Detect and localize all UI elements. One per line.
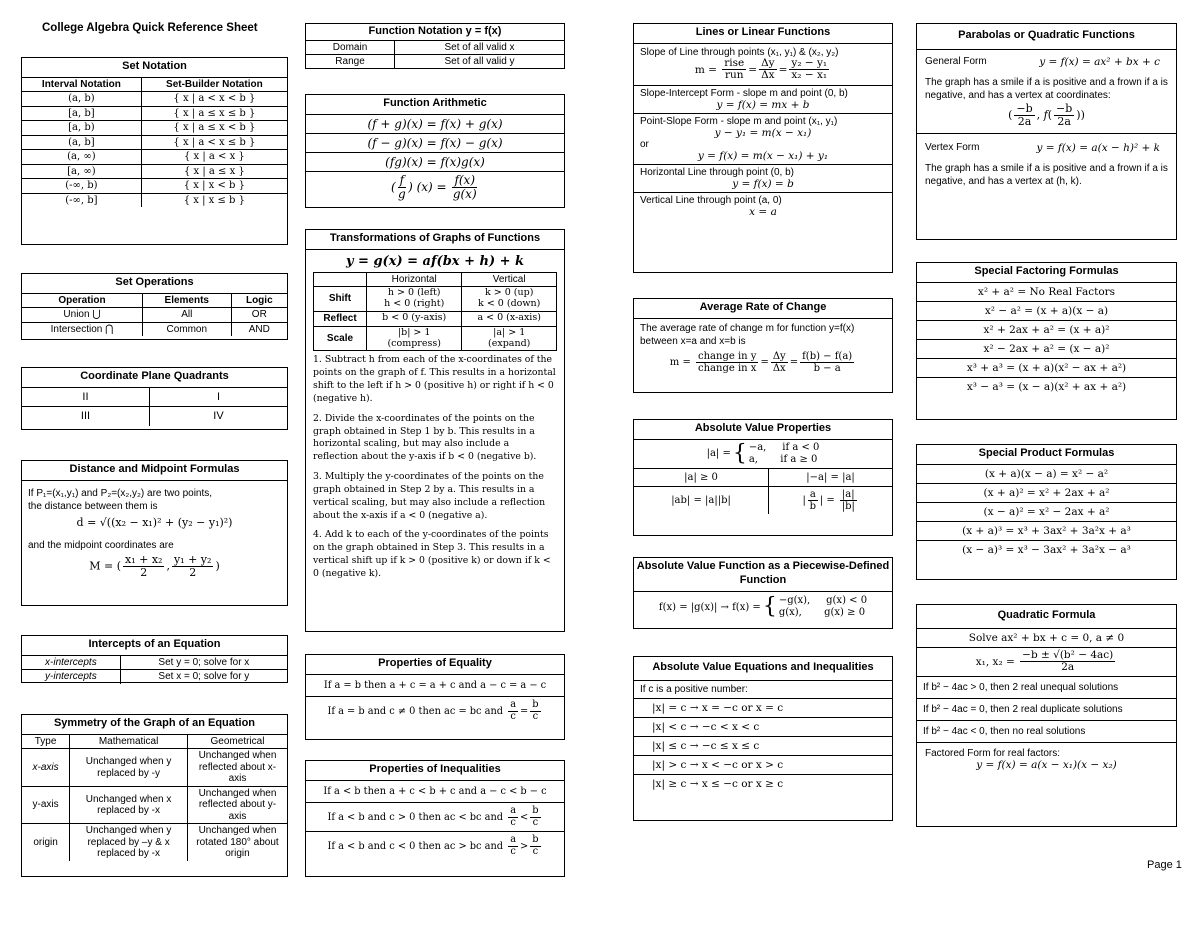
piecewise-cond-2: g(x) ≥ 0: [824, 607, 866, 618]
inequality-negative-mult: [306, 832, 564, 861]
cell: |a| ≥ 0: [634, 469, 769, 487]
function-arithmetic-title: Function Arithmetic: [306, 95, 564, 115]
col-header: Vertical: [462, 272, 557, 287]
frac-den: g: [398, 186, 406, 201]
frac-num: x₁ + x₂: [125, 553, 163, 567]
frac-den: c: [510, 710, 516, 722]
table-row: [22, 388, 287, 407]
abs-cond-2: if a ≥ 0: [780, 453, 818, 465]
piecewise-case-1: −g(x),: [778, 594, 811, 606]
frac-num: −b: [1016, 101, 1033, 115]
cell: | $\frac{a}{b}$ | = $\frac{|a|}{|b|}$: [769, 487, 892, 515]
point-slope-label: Point-Slope Form - slope m and point (x₁, y₁): [640, 115, 838, 127]
table-row: [634, 487, 892, 515]
abs-eq-row: |x| < c → −c < x < c: [634, 718, 892, 737]
inequality-addition: If a < b then a + c < b + c and a − c < b − c: [306, 781, 564, 803]
abs-cond-1: if a < 0: [782, 441, 820, 453]
quotient-mid: (x) =: [416, 179, 447, 194]
product-row: (x − a)³ = x³ − 3ax² + 3a²x − a³: [962, 543, 1131, 556]
cell: { x | a < x ≤ b }: [141, 135, 287, 150]
frac-num: a: [510, 698, 517, 710]
col-header: Mathematical: [70, 735, 188, 749]
table-row: [22, 164, 287, 179]
quadrant-iv: IV: [149, 407, 287, 426]
vertical-line-eq: x = a: [749, 205, 777, 218]
set-notation-title: Set Notation: [22, 58, 287, 78]
equality-title: Properties of Equality: [306, 655, 564, 675]
equals-sign: =: [520, 705, 529, 717]
frac-num: a: [510, 834, 517, 846]
table-row: [314, 326, 557, 351]
equality-addition: If a = b then a + c = a + c and a − c = a − c: [306, 675, 564, 697]
sheet-title: College Algebra Quick Reference Sheet: [42, 22, 258, 34]
cell: (-∞, b]: [22, 193, 141, 207]
cell: Unchanged when rotated 180° about origin: [187, 824, 287, 861]
table-row: [22, 824, 287, 861]
page-number: Page 1: [1147, 859, 1182, 871]
frac-den: c: [532, 846, 539, 858]
frac-num: b: [532, 834, 539, 846]
cell: Set of all valid y: [395, 55, 564, 69]
quadratic-lhs: x₁, x₂ =: [975, 655, 1015, 668]
slope-intercept-label: Slope-Intercept Form - slope m and point (0, b): [640, 87, 848, 99]
frac-den: b: [809, 501, 816, 513]
equals-sign: =: [789, 356, 799, 368]
table-row: [22, 308, 287, 323]
absolute-value-piecewise-box: [633, 557, 893, 629]
parabolas-box: [916, 23, 1177, 240]
frac-den: change in x: [698, 362, 757, 374]
difference-rule: (f − g)(x) = f(x) − g(x): [306, 134, 564, 153]
frac-num: y₁ + y₂: [173, 553, 212, 567]
col-header: Elements: [142, 294, 231, 308]
distance-intro: If P₁=(x₁,y₁) and P₂=(x₂,y₂) are two points,: [28, 487, 213, 499]
midpoint-formula: M = ( $\frac{\text{x₁ + x₂}}{2}$ , $\frac{\text{y₁ + y₂}}{2}$ ): [89, 553, 220, 580]
inequality-positive-mult: [306, 803, 564, 833]
sum-rule: (f + g)(x) = f(x) + g(x): [306, 115, 564, 134]
col-header: Horizontal: [366, 272, 461, 287]
piecewise-case-2: g(x),: [778, 607, 802, 618]
general-form-eq: y = f(x) = ax² + bx + c: [1039, 55, 1160, 68]
table-row: [22, 407, 287, 426]
set-operations-box: [21, 273, 288, 340]
set-operations-title: Set Operations: [22, 274, 287, 294]
midpoint-intro: and the midpoint coordinates are: [28, 539, 174, 551]
cell: |−a| = |a|: [769, 469, 892, 487]
linear-functions-box: [633, 23, 893, 273]
inequality-text: If a < b and c > 0 then ac < bc and: [327, 811, 504, 823]
midpoint-rhs: ): [215, 559, 220, 573]
cell: [a, b]: [22, 106, 141, 121]
vertex-form-label: Vertex Form: [925, 141, 980, 153]
factoring-row: x² − 2ax + a² = (x − a)²: [917, 340, 1176, 359]
abs-eq-row: |x| ≤ c → −c ≤ x ≤ c: [634, 737, 892, 756]
product-row: (x + a)³ = x³ + 3ax² + 3a²x + a³: [917, 522, 1176, 541]
frac-den: x₂ − x₁: [791, 69, 828, 82]
equals-sign: =: [760, 356, 769, 368]
transformations-box: [305, 229, 565, 632]
frac-num: change in y: [698, 350, 757, 362]
cell: OR: [231, 308, 287, 323]
cell: { x | x ≤ b }: [141, 193, 287, 207]
product-row: (x − a)² = x² − 2ax + a²: [917, 503, 1176, 522]
abs-def-lhs: |a| =: [706, 448, 731, 460]
cell: Reflect: [314, 312, 367, 327]
function-notation-box: [305, 23, 565, 69]
frac-num: rise: [724, 56, 745, 69]
intercepts-box: [21, 635, 288, 683]
abs-eq-row: |x| ≥ c → x ≤ −c or x ≥ c: [652, 777, 784, 790]
inequalities-box: [305, 760, 565, 877]
cell: { x | x < b }: [141, 179, 287, 194]
col-header: [314, 272, 367, 287]
abs-case-1: −a,: [748, 441, 767, 453]
vertex-form-eq: y = f(x) = a(x − h)² + k: [1036, 141, 1160, 154]
absolute-value-piecewise-title: Absolute Value Function as a Piecewise-Defined Function: [634, 558, 892, 592]
slope-m: m =: [694, 63, 717, 76]
frac-den: Δx: [761, 69, 775, 82]
cell: x-intercepts: [22, 656, 120, 670]
product-row: (x + a)(x − a) = x² − a²: [917, 465, 1176, 484]
special-product-box: [916, 444, 1177, 580]
set-notation-table: [22, 78, 287, 208]
frac-num: a: [809, 489, 816, 501]
abs-eq-row: |x| = c → x = −c or x = c: [634, 699, 892, 718]
frac-den: 2a: [1061, 661, 1075, 674]
cell: (a, b): [22, 92, 141, 107]
table-row: [22, 193, 287, 207]
symmetry-table: [22, 735, 287, 861]
average-rate-box: [633, 298, 893, 393]
quadrant-i: I: [149, 388, 287, 407]
absolute-value-properties-box: [633, 419, 893, 536]
vertex-coordinates: ( $\frac{-b}{2a}$ , f( $\frac{-b}{2a}$ )): [1008, 101, 1085, 128]
abs-case-2: a,: [748, 453, 758, 465]
step-2: 2. Divide the x-coordinates of the points on the graph obtained in Step 1 by b. This results in a horizontal scaling, but may also include a reflection about the y-axis if b < 0 (negative b).: [313, 412, 537, 463]
factoring-row: x³ + a³ = (x + a)(x² − ax + a²): [917, 359, 1176, 378]
table-row: [22, 656, 287, 670]
quadratic-formula: [917, 648, 1176, 677]
symmetry-box: [21, 714, 288, 877]
cell: Set y = 0; solve for x: [120, 656, 287, 670]
factoring-row: x³ − a³ = (x − a)(x² + ax + a²): [966, 380, 1127, 393]
cell: h > 0 (left) h < 0 (right): [366, 287, 461, 312]
cell: a < 0 (x-axis): [462, 312, 557, 327]
horizontal-line-label: Horizontal Line through point (0, b): [640, 166, 794, 178]
intercepts-table: [22, 656, 287, 684]
set-operations-table: [22, 294, 287, 337]
frac-den: g(x): [452, 186, 477, 201]
piecewise-formula: f(x) = |g(x)| → f(x) = { −g(x), g(x) < 0 g(x), g(x) ≥ 0: [658, 594, 868, 619]
col-header: Interval Notation: [22, 78, 141, 92]
cell: |ab| = |a||b|: [634, 487, 769, 515]
quadrants-table: [22, 388, 287, 426]
col-header: Set-Builder Notation: [141, 78, 287, 92]
col-header: Logic: [231, 294, 287, 308]
equals-sign: =: [826, 495, 835, 507]
step-4: 4. Add k to each of the y-coordinates of the points on the graph obtained in Step 3. This results in a vertical shift up if k > 0 (positive k) or down if k < 0 (negative k).: [313, 529, 551, 579]
equals-sign: =: [778, 63, 788, 76]
product-row: (x + a)² = x² + 2ax + a²: [917, 484, 1176, 503]
intercepts-title: Intercepts of an Equation: [22, 636, 287, 656]
average-rate-text: The average rate of change m for function y=f(x) between x=a and x=b is: [640, 322, 855, 348]
table-row: [314, 312, 557, 327]
step-1: 1. Subtract h from each of the x-coordinates of the points on the graph of f. This results in a horizontal shift to the left if h > 0 (positive h) or right if h < 0 (negative h).: [313, 354, 556, 404]
cell: Set of all valid x: [395, 41, 564, 55]
equality-multiplication: [306, 697, 564, 726]
col-header: Geometrical: [187, 735, 287, 749]
cell: [a, b): [22, 121, 141, 136]
frac-den: |b|: [841, 501, 855, 513]
frac-den: 2a: [1057, 114, 1071, 128]
inequality-text: If a < b and c < 0 then ac > bc and: [327, 841, 504, 853]
transformations-title: Transformations of Graphs of Functions: [306, 230, 564, 250]
frac-num: Δy: [761, 56, 775, 69]
distance-formula: d = √((x₂ − x₁)² + (y₂ − y₁)²): [76, 515, 233, 529]
abs-eq-intro: If c is a positive number:: [634, 681, 892, 699]
slope-formula: [640, 58, 886, 82]
cell: Unchanged when y replaced by -y: [70, 749, 188, 787]
midpoint-lhs: M = (: [89, 559, 122, 573]
transformations-table: [313, 272, 557, 352]
cell: |a| > 1 (expand): [462, 326, 557, 351]
frac-num: −b: [1056, 101, 1073, 115]
inequalities-title: Properties of Inequalities: [306, 761, 564, 781]
cell: { x | a < x < b }: [141, 92, 287, 107]
slope-intercept-eq: y = f(x) = mx + b: [716, 98, 810, 111]
factoring-row: x² + a² = No Real Factors: [917, 283, 1176, 302]
distance-midpoint-box: [21, 460, 288, 606]
piecewise-cond-1: g(x) < 0: [826, 594, 868, 606]
vertical-line-label: Vertical Line through point (a, 0): [640, 194, 782, 206]
product-rule: (fg)(x) = f(x)g(x): [306, 153, 564, 172]
frac-den: 2a: [1017, 114, 1032, 128]
cell: (-∞, b): [22, 179, 141, 194]
frac-den: c: [532, 816, 539, 828]
cell: (a, b]: [22, 135, 141, 150]
table-row: [314, 287, 557, 312]
cell: Intersection ⋂: [22, 322, 142, 336]
abs-definition: |a| = { −a, if a < 0 a, if a ≥ 0: [634, 440, 892, 469]
quadrants-title: Coordinate Plane Quadrants: [22, 368, 287, 388]
table-row: [22, 322, 287, 336]
frac-num: f: [399, 172, 405, 187]
cell: Range: [306, 55, 395, 69]
frac-num: b: [532, 698, 539, 710]
or-text: or: [640, 138, 649, 150]
function-notation-title: Function Notation y = f(x): [306, 24, 564, 41]
cell: Common: [142, 322, 231, 336]
table-row: [22, 121, 287, 136]
avg-m: m =: [669, 356, 691, 368]
frac-den: run: [724, 69, 744, 82]
discriminant-zero: If b² − 4ac = 0, then 2 real duplicate solutions: [917, 699, 1176, 721]
linear-functions-title: Lines or Linear Functions: [634, 24, 892, 44]
quadrant-iii: III: [22, 407, 149, 426]
abs-properties-table: [634, 469, 892, 515]
point-slope-eq: y − y₁ = m(x − x₁): [714, 126, 812, 139]
piecewise-lhs: f(x) = |g(x)| → f(x) =: [658, 601, 761, 613]
quadratic-solve: Solve ax² + bx + c = 0, a ≠ 0: [917, 629, 1176, 648]
discriminant-positive: If b² − 4ac > 0, then 2 real unequal solutions: [917, 677, 1176, 699]
table-row: [306, 41, 564, 55]
frac-num: y₂ − y₁: [791, 56, 828, 69]
quadratic-formula-title: Quadratic Formula: [917, 605, 1176, 629]
cell: Scale: [314, 326, 367, 351]
cell: y-axis: [22, 786, 70, 824]
average-rate-title: Average Rate of Change: [634, 299, 892, 319]
frac-num: f(x): [454, 172, 476, 187]
general-form-text: The graph has a smile if a is positive and a frown if a is negative, and has a vertex at coordinates:: [925, 76, 1168, 102]
cell: Union ⋃: [22, 308, 142, 323]
cell: (a, ∞): [22, 150, 141, 165]
frac-den: Δx: [772, 362, 786, 374]
distance-intro-2: the distance between them is: [28, 501, 158, 513]
absolute-value-properties-title: Absolute Value Properties: [634, 420, 892, 440]
inequality-op: <: [520, 811, 529, 823]
cell: x-axis: [22, 749, 70, 787]
cell: AND: [231, 322, 287, 336]
table-row: [22, 92, 287, 107]
table-row: [22, 135, 287, 150]
frac-den: c: [510, 816, 516, 828]
cell: Unchanged when reflected about x-axis: [187, 749, 287, 787]
cell: [a, ∞): [22, 164, 141, 179]
cell: { x | a ≤ x }: [141, 164, 287, 179]
quadratic-formula-box: [916, 604, 1177, 827]
frac-den: 2: [189, 566, 197, 580]
frac-den: c: [532, 710, 539, 722]
cell: b < 0 (y-axis): [366, 312, 461, 327]
cell: { x | a < x }: [141, 150, 287, 165]
average-rate-formula: [640, 351, 886, 374]
absolute-value-equations-title: Absolute Value Equations and Inequalities: [634, 657, 892, 681]
cell: All: [142, 308, 231, 323]
parabolas-title: Parabolas or Quadratic Functions: [917, 24, 1176, 50]
frac-num: a: [510, 804, 517, 816]
cell: Domain: [306, 41, 395, 55]
cell: Unchanged when y replaced by –y & x replaced by -x: [70, 824, 188, 861]
quotient-rule: ( $\frac{f}{g}$ ) (x) = $\frac{f(x)}{g(x)}$: [390, 172, 477, 201]
set-notation-box: [21, 57, 288, 245]
cell: { x | a ≤ x < b }: [141, 121, 287, 136]
special-factoring-title: Special Factoring Formulas: [917, 263, 1176, 283]
equality-box: [305, 654, 565, 740]
function-notation-table: [306, 41, 564, 69]
factoring-row: x² − a² = (x + a)(x − a): [917, 302, 1176, 321]
table-row: [22, 179, 287, 194]
point-slope-eq-2: y = f(x) = m(x − x₁) + y₁: [697, 149, 829, 162]
vertex-form-text: The graph has a smile if a is positive and a frown if a is negative, and has a vertex at (h, k).: [925, 162, 1168, 188]
cell: |b| > 1 (compress): [366, 326, 461, 351]
quadrants-box: [21, 367, 288, 430]
factored-form-label: Factored Form for real factors:: [925, 747, 1061, 759]
cell: Set x = 0; solve for y: [120, 670, 287, 684]
cell: Shift: [314, 287, 367, 312]
cell: origin: [22, 824, 70, 861]
quadrant-ii: II: [22, 388, 149, 407]
abs-eq-row: |x| > c → x < −c or x > c: [634, 756, 892, 775]
cell: Unchanged when reflected about y-axis: [187, 786, 287, 824]
function-arithmetic-box: [305, 94, 565, 208]
table-row: [306, 55, 564, 69]
table-row: [22, 786, 287, 824]
special-product-title: Special Product Formulas: [917, 445, 1176, 465]
transformation-equation: y = g(x) = af(bx + h) + k: [345, 253, 525, 269]
table-row: [22, 106, 287, 121]
table-row: [634, 469, 892, 487]
horizontal-line-eq: y = f(x) = b: [732, 177, 794, 190]
inequality-op: >: [520, 841, 529, 853]
discriminant-negative: If b² − 4ac < 0, then no real solutions: [917, 721, 1176, 743]
frac-den: c: [510, 846, 516, 858]
cell: { x | a ≤ x ≤ b }: [141, 106, 287, 121]
frac-den: b − a: [813, 362, 841, 374]
frac-num: b: [532, 804, 539, 816]
equals-sign: =: [748, 63, 758, 76]
equality-mult-text: If a = b and c ≠ 0 then ac = bc and: [327, 705, 504, 717]
table-row: [22, 150, 287, 165]
symmetry-title: Symmetry of the Graph of an Equation: [22, 715, 287, 735]
frac-num: −b ± √(b² − 4ac): [1022, 648, 1114, 661]
cell: k > 0 (up) k < 0 (down): [462, 287, 557, 312]
factored-form-eq: y = f(x) = a(x − x₁)(x − x₂): [976, 758, 1117, 771]
frac-num: Δy: [772, 350, 786, 362]
special-factoring-box: [916, 262, 1177, 420]
frac-den: 2: [140, 566, 148, 580]
slope-label: Slope of Line through points (x₁, y₁) & (x₂, y₂): [640, 46, 839, 58]
step-3: 3. Multiply the y-coordinates of the points on the graph obtained in Step 2 by a. This results in a vertical scaling, but may also include a reflection about the x-axis if a < 0 (negative a).: [313, 471, 546, 521]
col-header: Type: [22, 735, 70, 749]
factoring-row: x² + 2ax + a² = (x + a)²: [917, 321, 1176, 340]
table-row: [22, 749, 287, 787]
cell: y-intercepts: [22, 670, 120, 684]
frac-num: |a|: [841, 489, 855, 501]
vertex-f: f: [1043, 108, 1048, 122]
absolute-value-equations-box: [633, 656, 893, 821]
distance-midpoint-title: Distance and Midpoint Formulas: [22, 461, 287, 481]
frac-num: f(b) − f(a): [802, 350, 853, 362]
col-header: Operation: [22, 294, 142, 308]
table-row: [22, 670, 287, 684]
cell: Unchanged when x replaced by -x: [70, 786, 188, 824]
general-form-label: General Form: [925, 55, 987, 67]
